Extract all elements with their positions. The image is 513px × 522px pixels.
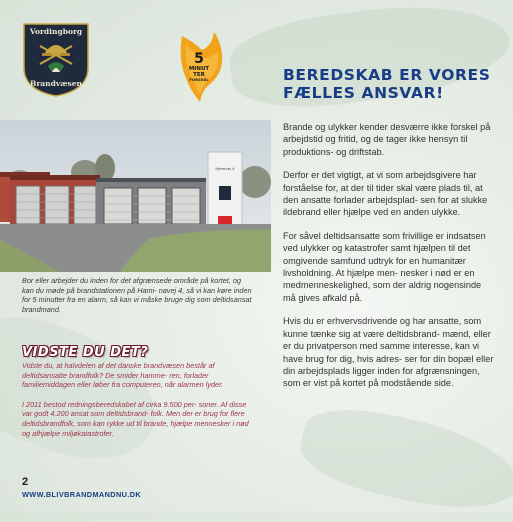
vidste-du-det-title: VIDSTE DU DET?: [22, 345, 149, 360]
svg-text:Vordingborg: Vordingborg: [29, 27, 83, 36]
body-paragraph: For såvel deltidsansatte som frivillige er indsatsen ved ulykker og katastrofer samt hjælpen til det omgivende samfund udtryk for en humanitær livsholdning. At hjælpe men- nesker i nød er en medmenneskelighed, som der aldrig nogensinde må gives afkald på.: [283, 230, 486, 303]
svg-text:TER: TER: [193, 72, 205, 78]
body-paragraph: Hvis du er erhvervsdrivende og har ansatte, som kunne tænke sig at være deltidsbrand- mænd, eller er du privatperson med samme interesse, kan vi have brug for dig, hvis adres- ser for din bopæl eller din arbejdsplads ligger inden for afgrænsningen, som er vist på kortet på modstående side.: [283, 316, 494, 389]
photo-caption: Bor eller arbejder du inden for det afgrænsede område på kortet, og kan du møde på brandstationen på Hami- navej 4, så vi kan køre inden for 5 minutter fra en alarm, så kan vi måske bruge dig som deltidsansat brandmand.: [22, 276, 252, 314]
heading-line-1: BEREDSKAB ER VORES: [283, 66, 491, 84]
heading-line-2: FÆLLES ANSVAR!: [283, 84, 444, 102]
website-link[interactable]: WWW.BLIVBRANDMANDNU.DK: [22, 490, 142, 499]
body-text: [283, 121, 495, 401]
fire-station-photo: [0, 120, 271, 272]
vidste-du-det-box: [22, 361, 254, 448]
vidste-paragraph: I 2011 bestod redningsberedskabet af cirka 9.500 per- soner. Af disse var godt 4.200 ansat som deltidsbrand- folk. Men der er brug for flere deltidsbrandfolk, som kan rykke ud til brande, hjælpe mennesker i nød og afhjælpe miljøkatastrofer.: [22, 399, 249, 438]
svg-text:5: 5: [194, 51, 204, 67]
page-number: 2: [22, 476, 29, 488]
five-minutes-flame-badge: [172, 30, 228, 104]
svg-text:FORSKEL: FORSKEL: [189, 77, 209, 82]
body-paragraph: Derfor er det vigtigt, at vi som arbejdsgivere har forståelse for, at der til tider skal være plads til, at den ansatte forlader arbejdsplad- sen for at slukke ildebrand eller hjælpe ved en anden ulykke.: [283, 170, 488, 218]
page-heading: [283, 66, 498, 102]
svg-text:Brandvæsen: Brandvæsen: [30, 79, 82, 88]
vidste-paragraph: Vidste du, at halvdelen af det danske brandvæsen består af deltidsansatte brandfolk? De smider hamme- ren, forlader familiemiddagen eller løber fra computeren, når alarmen lyder.: [22, 361, 224, 390]
vordingborg-brandvaesen-logo: [22, 22, 90, 98]
body-paragraph: Brande og ulykker kender desværre ikke forskel på arbejdstid og fritid, og de tager ikke hensyn til produktions- og driftstab.: [283, 122, 491, 157]
background-watermark: [294, 398, 513, 522]
svg-text:MINUT: MINUT: [188, 66, 210, 72]
svg-text:Hjemvej 4: Hjemvej 4: [215, 166, 235, 171]
